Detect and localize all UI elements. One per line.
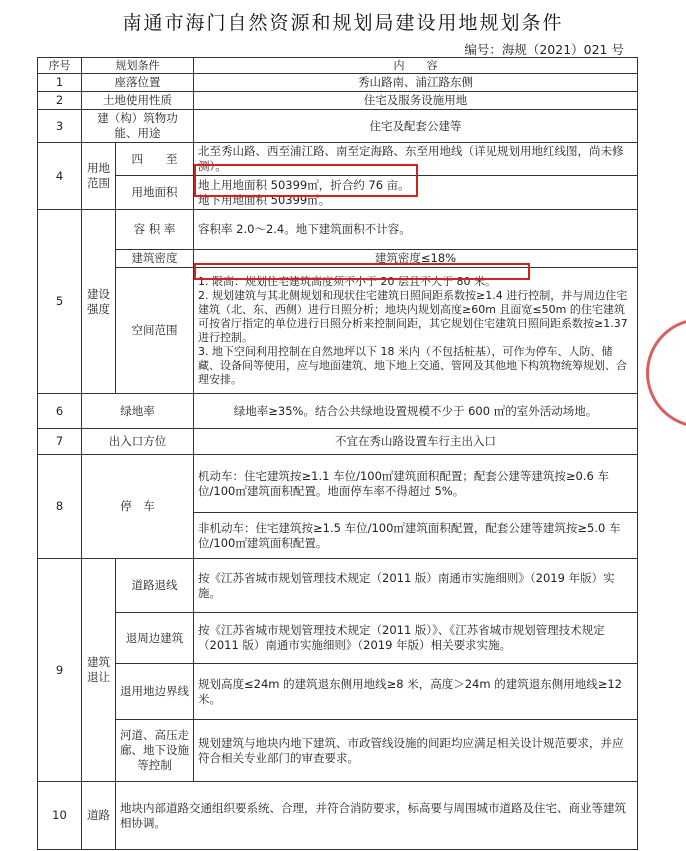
table-row (38, 664, 638, 720)
height-limit: 1. 限高：规划住宅建筑高度须不小于 20 层且不大于 80 米。 (198, 274, 496, 288)
row-value: 住宅及服务设施用地 (194, 92, 638, 110)
sub-value: 规划高度≤24m 的建筑退东侧用地线≥8 米，高度＞24m 的建筑退东侧用地线≥12 米。 (194, 664, 638, 720)
row-number: 6 (38, 394, 82, 429)
row-value: 秀山路南、浦江路东侧 (194, 74, 638, 92)
row-number: 3 (38, 110, 82, 143)
row-label: 绿地率 (82, 394, 194, 429)
sub-label: 建筑密度 (116, 250, 194, 268)
table-row (38, 74, 638, 92)
row-number: 7 (38, 429, 82, 455)
sub-value: 按《江苏省城市规划管理技术规定（2011 版）》、《江苏省城市规划管理技术规定（2011 版）南通市实施细则》（2019 年版）相关要求实施。 (194, 613, 638, 664)
table-row (38, 720, 638, 782)
row-group-label: 道路 (82, 782, 116, 850)
table-row (38, 394, 638, 429)
table-row (38, 782, 638, 850)
header-condition: 规划条件 (82, 58, 194, 74)
row-number: 10 (38, 782, 82, 850)
row-number: 9 (38, 559, 82, 782)
row-group-label: 用地范围 (82, 143, 116, 210)
header-seq: 序号 (38, 58, 82, 74)
sub-label: 四 至 (116, 143, 194, 176)
sub-label: 河道、高压走廊、地下设施等控制 (116, 720, 194, 782)
land-area-above: 地上用地面积 50399㎡，折合约 76 亩。 (198, 177, 410, 192)
row-group-label: 建设强度 (82, 210, 116, 394)
sunlight-spacing: 2. 规划建筑与其北侧规划和现状住宅建筑日照间距系数按≥1.4 进行控制，并与周边住宅建筑（北、东、西侧）进行日照分析；地块内规划高度≥60m 且面宽≤50m 的住宅建筑可按省厅指定的单位进行日照分析来控制间距，其它规划住宅建筑日照间距系数按≥1.37 进行控制。 (198, 288, 628, 344)
row-label: 土地使用性质 (82, 92, 194, 110)
row-value: 住宅及配套公建等 (194, 110, 638, 143)
row-label: 停 车 (82, 455, 194, 559)
sub-value: 容积率 2.0～2.4。地下建筑面积不计容。 (194, 210, 638, 250)
sub-label: 用地面积 (116, 176, 194, 210)
row-group-label: 建筑退让 (82, 559, 116, 782)
sub-label: 退用地边界线 (116, 664, 194, 720)
table-row (38, 110, 638, 143)
sub-value: 按《江苏省城市规划管理技术规定（2011 版）南通市实施细则》（2019 年版）实施。 (194, 559, 638, 613)
sub-label: 容 积 率 (116, 210, 194, 250)
row-number: 2 (38, 92, 82, 110)
table-row (38, 559, 638, 613)
table-row (38, 92, 638, 110)
sub-label: 道路退线 (116, 559, 194, 613)
row-value: 地块内部道路交通组织要系统、合理，并符合消防要求，标高要与周围城市道路及住宅、商业等建筑相协调。 (116, 782, 638, 850)
table-row (38, 429, 638, 455)
row-number: 4 (38, 143, 82, 210)
row-value: 绿地率≥35%。结合公共绿地设置规模不少于 600 ㎡的室外活动场地。 (194, 394, 638, 429)
sub-label: 空间范围 (116, 268, 194, 394)
sub-value: 建筑密度≤18% (194, 250, 638, 268)
sub-label: 退周边建筑 (116, 613, 194, 664)
page-title: 南通市海门自然资源和规划局建设用地规划条件 (122, 12, 564, 34)
row-label: 建（构）筑物功能、用途 (82, 110, 194, 143)
header-content: 内 容 (194, 58, 638, 74)
sub-value: 规划建筑与地块内地下建筑、市政管线设施的间距均应满足相关设计规范要求，并应符合相关专业部门的审查要求。 (194, 720, 638, 782)
row-value: 不宜在秀山路设置车行主出入口 (194, 429, 638, 455)
sub-value (194, 268, 638, 394)
table-row (38, 455, 638, 513)
height-limit-highlight (194, 263, 530, 280)
motor-parking: 机动车：住宅建筑按≥1.1 车位/100㎡建筑面积配置；配套公建等建筑按≥0.6 车位/100㎡建筑面积配置。地面停车率不得超过 5%。 (194, 455, 638, 513)
nonmotor-parking: 非机动车：住宅建筑按≥1.5 车位/100㎡建筑面积配置，配套公建等建筑按≥5.0 车位/100㎡建筑面积配置。 (194, 513, 638, 559)
row-label: 座落位置 (82, 74, 194, 92)
row-number: 1 (38, 74, 82, 92)
table-row (38, 613, 638, 664)
table-row (38, 268, 638, 394)
document-number: 编号：海规（2021）021 号 (464, 42, 624, 57)
official-seal (646, 318, 686, 428)
row-number: 5 (38, 210, 82, 394)
table-header-row (38, 58, 638, 74)
underground-space: 3. 地下空间利用控制在自然地坪以下 18 米内（不包括桩基），可作为停车、人防、储藏、设备间等使用，应与地面建筑、地下地上交通、管网及其他地下构筑物统筹规划、合理安排。 (198, 344, 627, 386)
row-number: 8 (38, 455, 82, 559)
sub-value: 北至秀山路、西至浦江路、南至定海路、东至用地线（详见规划用地红线图，尚未修测）。 (194, 143, 638, 176)
table-row (38, 210, 638, 250)
land-area-below: 地下用地面积 50399㎡。 (198, 192, 331, 207)
land-area-highlight (194, 164, 418, 197)
row-label: 出入口方位 (82, 429, 194, 455)
